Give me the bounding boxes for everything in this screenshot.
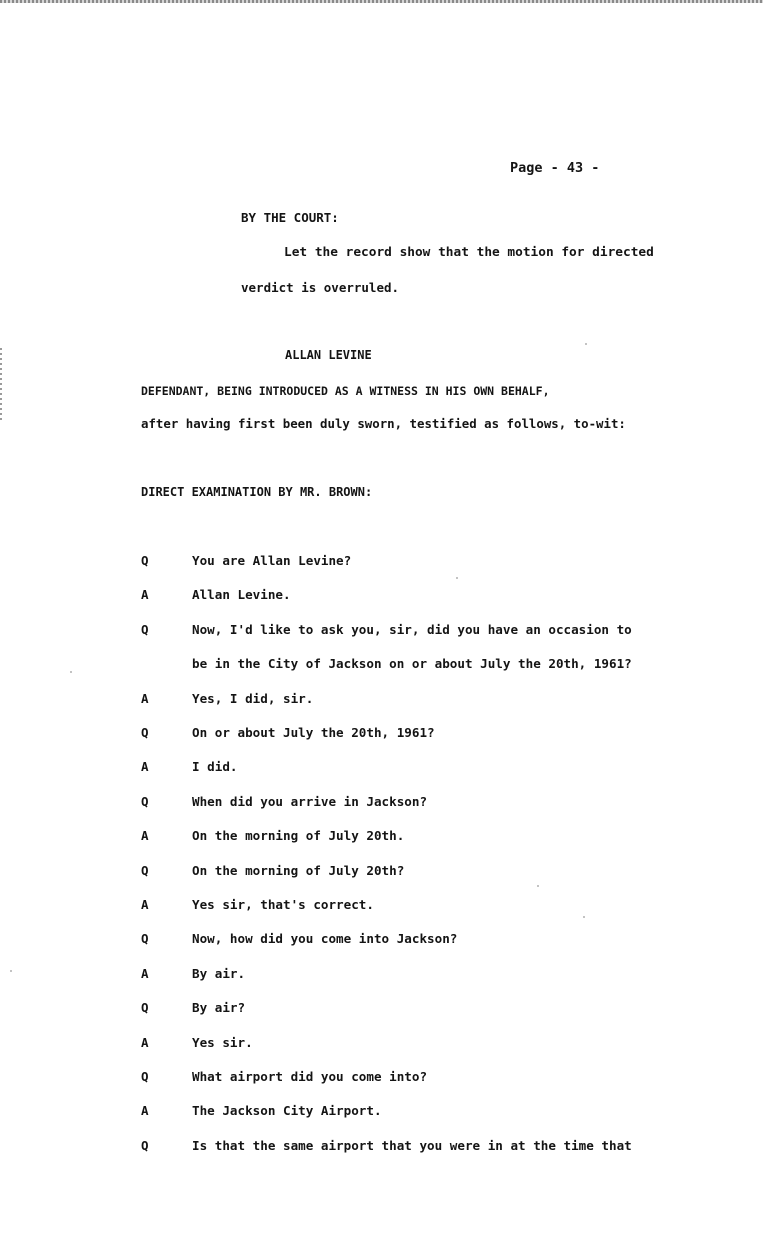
speaker-label: Q (141, 622, 149, 637)
testimony-line: On the morning of July 20th? (192, 863, 405, 878)
testimony-line: Yes, I did, sir. (192, 691, 314, 706)
exam-heading: DIRECT EXAMINATION BY MR. BROWN: (141, 485, 373, 499)
testimony-line: By air. (192, 966, 246, 981)
speaker-label: Q (141, 931, 149, 946)
witness-name: ALLAN LEVINE (285, 348, 372, 362)
testimony-line: Yes sir, that's correct. (192, 897, 374, 912)
witness-intro-line: after having first been duly sworn, testified as follows, to-wit: (141, 416, 626, 431)
speaker-label: A (141, 1103, 149, 1118)
testimony-line: I did. (192, 759, 238, 774)
scan-speck (537, 885, 539, 887)
scan-speck (70, 671, 72, 673)
testimony-line: Allan Levine. (192, 587, 291, 602)
speaker-label: Q (141, 863, 149, 878)
scan-top-edge (0, 0, 763, 3)
scan-speck (456, 577, 458, 579)
scan-left-edge (0, 348, 2, 420)
testimony-line: Now, how did you come into Jackson? (192, 931, 458, 946)
speaker-label: Q (141, 1069, 149, 1084)
speaker-label: Q (141, 553, 149, 568)
scan-speck (585, 343, 587, 345)
testimony-line: You are Allan Levine? (192, 553, 352, 568)
speaker-label: A (141, 828, 149, 843)
court-ruling-line: verdict is overruled. (241, 280, 400, 295)
testimony-line: be in the City of Jackson on or about July the 20th, 1961? (192, 656, 632, 671)
speaker-label: Q (141, 1000, 149, 1015)
speaker-label: A (141, 759, 149, 774)
testimony-line: What airport did you come into? (192, 1069, 428, 1084)
speaker-label: A (141, 1035, 149, 1050)
testimony-line: By air? (192, 1000, 246, 1015)
testimony-line: Is that the same airport that you were in at the time that (192, 1138, 632, 1153)
speaker-label: A (141, 691, 149, 706)
speaker-label: A (141, 966, 149, 981)
testimony-line: Now, I'd like to ask you, sir, did you have an occasion to (192, 622, 632, 637)
testimony-line: The Jackson City Airport. (192, 1103, 382, 1118)
scan-speck (10, 970, 12, 972)
court-heading: BY THE COURT: (241, 210, 339, 225)
testimony-line: When did you arrive in Jackson? (192, 794, 428, 809)
court-ruling-line: Let the record show that the motion for directed (284, 245, 654, 260)
speaker-label: Q (141, 725, 149, 740)
speaker-label: Q (141, 1138, 149, 1153)
testimony-line: On or about July the 20th, 1961? (192, 725, 435, 740)
scan-speck (583, 916, 585, 918)
speaker-label: A (141, 897, 149, 912)
speaker-label: Q (141, 794, 149, 809)
speaker-label: A (141, 587, 149, 602)
testimony-line: On the morning of July 20th. (192, 828, 405, 843)
page-header: Page - 43 - (510, 160, 600, 176)
witness-intro-line: DEFENDANT, BEING INTRODUCED AS A WITNESS IN HIS OWN BEHALF, (141, 384, 550, 398)
testimony-line: Yes sir. (192, 1035, 253, 1050)
